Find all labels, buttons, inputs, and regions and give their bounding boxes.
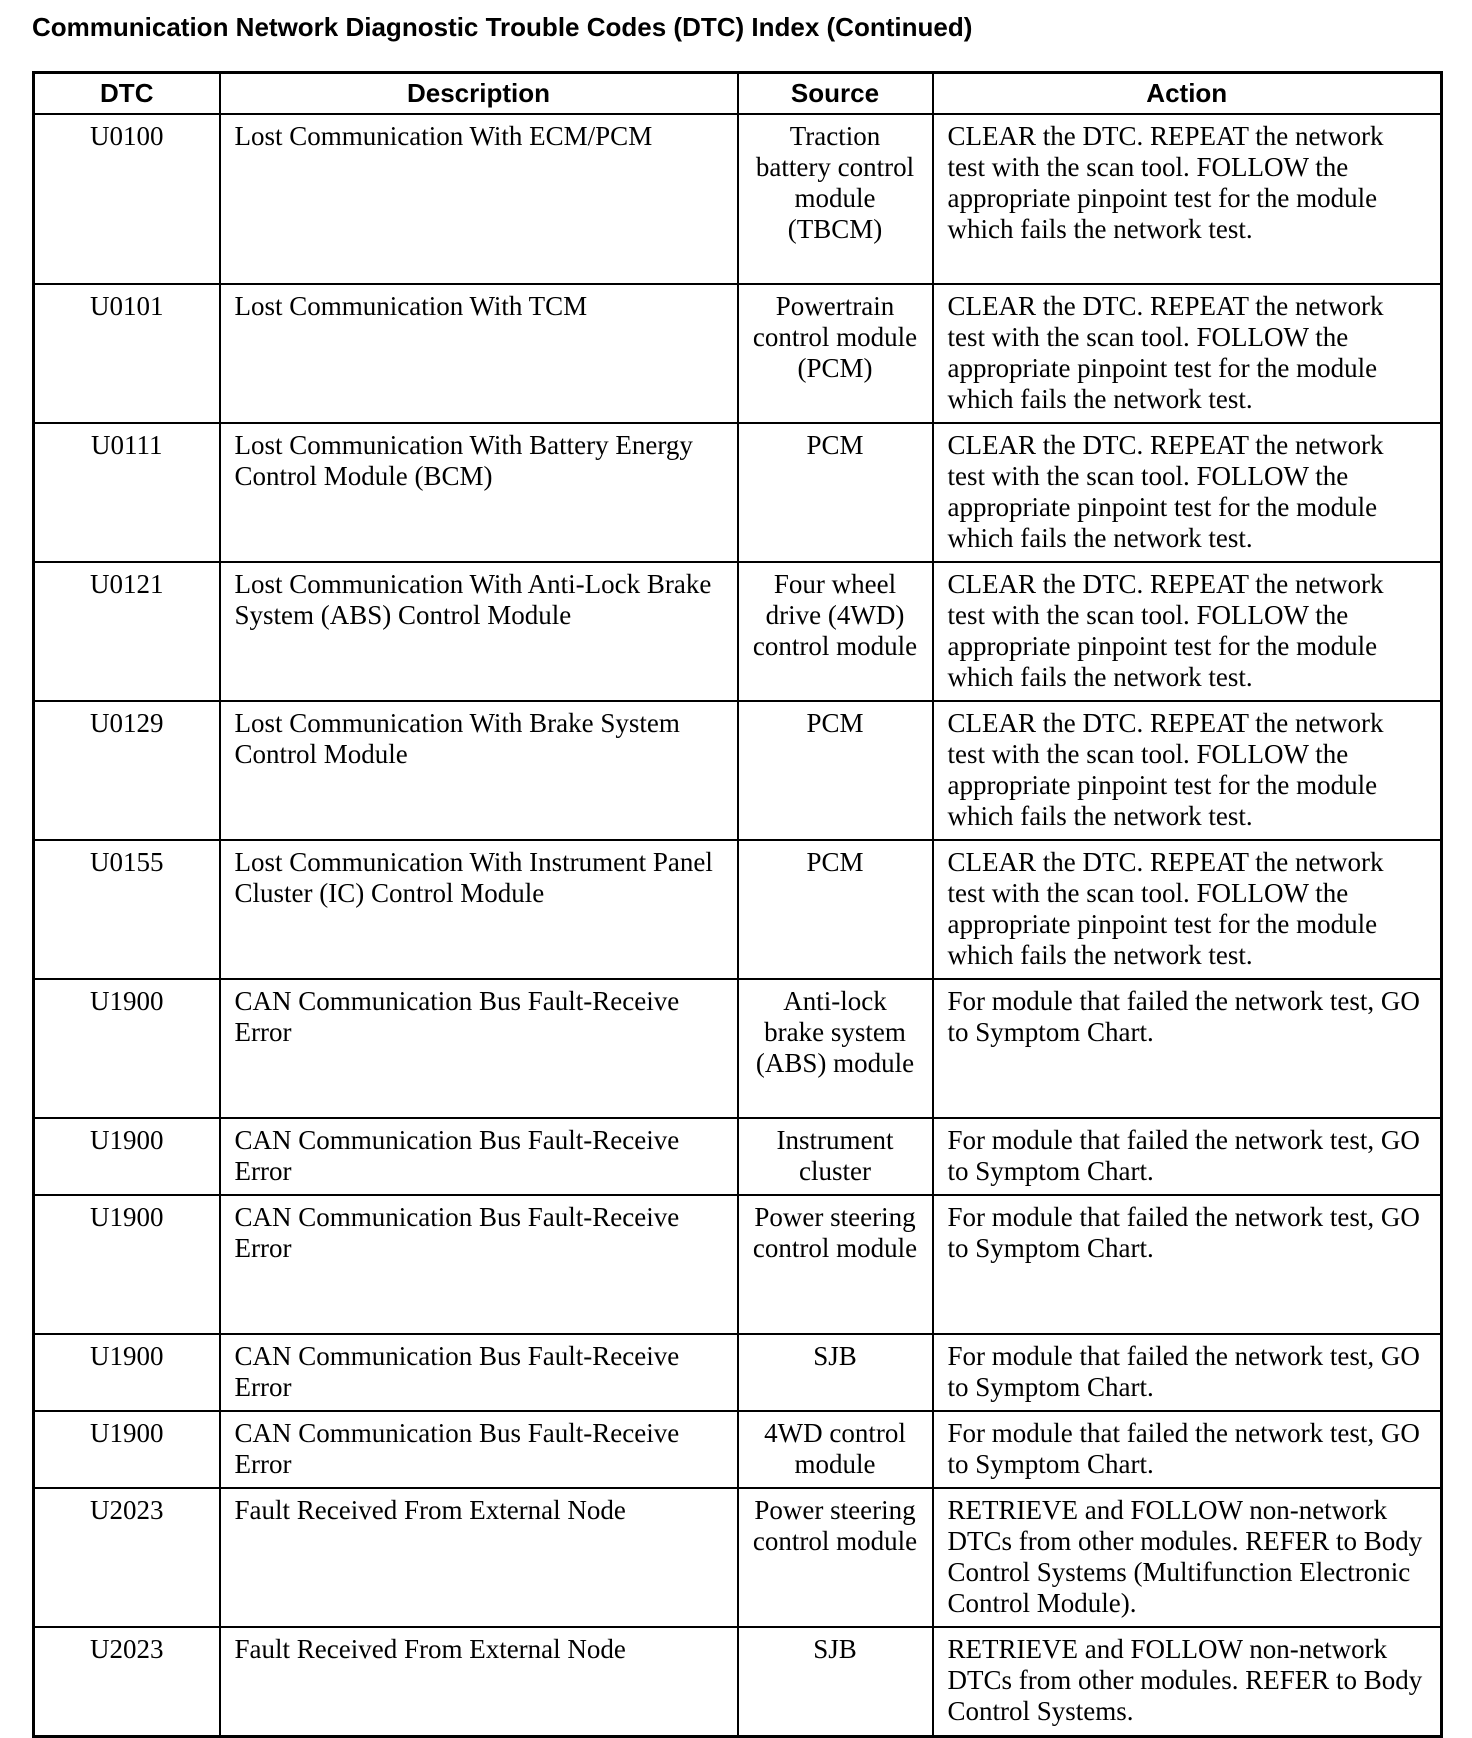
action-cell: CLEAR the DTC. REPEAT the network test with the scan tool. FOLLOW the appropriate pinpoint test for the module which fails the network test. [933, 562, 1442, 701]
action-cell: For module that failed the network test, GO to Symptom Chart. [933, 1411, 1442, 1488]
description-cell: Lost Communication With ECM/PCM [220, 114, 738, 284]
column-header-action: Action [933, 73, 1442, 115]
table-row [34, 1118, 1442, 1195]
description-cell: Fault Received From External Node [220, 1627, 738, 1737]
source-cell: Power steering control module [738, 1488, 933, 1627]
dtc-code-cell: U1900 [34, 979, 220, 1118]
table-row [34, 979, 1442, 1118]
dtc-code-cell: U0121 [34, 562, 220, 701]
source-cell: PCM [738, 840, 933, 979]
source-cell: PCM [738, 701, 933, 840]
dtc-code-cell: U0101 [34, 284, 220, 423]
action-cell: For module that failed the network test, GO to Symptom Chart. [933, 979, 1442, 1118]
action-cell: CLEAR the DTC. REPEAT the network test with the scan tool. FOLLOW the appropriate pinpoint test for the module which fails the network test. [933, 284, 1442, 423]
description-cell: Lost Communication With Instrument Panel Cluster (IC) Control Module [220, 840, 738, 979]
dtc-code-cell: U1900 [34, 1195, 220, 1334]
dtc-code-cell: U0155 [34, 840, 220, 979]
action-cell: CLEAR the DTC. REPEAT the network test with the scan tool. FOLLOW the appropriate pinpoint test for the module which fails the network test. [933, 114, 1442, 284]
action-cell: For module that failed the network test, GO to Symptom Chart. [933, 1118, 1442, 1195]
source-cell: Anti-lock brake system (ABS) module [738, 979, 933, 1118]
table-row [34, 1411, 1442, 1488]
dtc-code-cell: U0129 [34, 701, 220, 840]
table-row [34, 562, 1442, 701]
description-cell: CAN Communication Bus Fault-Receive Error [220, 1118, 738, 1195]
table-row [34, 840, 1442, 979]
column-header-description: Description [220, 73, 738, 115]
description-cell: Lost Communication With TCM [220, 284, 738, 423]
dtc-code-cell: U1900 [34, 1334, 220, 1411]
action-cell: For module that failed the network test, GO to Symptom Chart. [933, 1195, 1442, 1334]
table-row [34, 1334, 1442, 1411]
source-cell: PCM [738, 423, 933, 562]
description-cell: Lost Communication With Brake System Control Module [220, 701, 738, 840]
description-cell: Lost Communication With Battery Energy Control Module (BCM) [220, 423, 738, 562]
table-row [34, 284, 1442, 423]
source-cell: Traction battery control module (TBCM) [738, 114, 933, 284]
action-cell: CLEAR the DTC. REPEAT the network test with the scan tool. FOLLOW the appropriate pinpoint test for the module which fails the network test. [933, 423, 1442, 562]
action-cell: CLEAR the DTC. REPEAT the network test with the scan tool. FOLLOW the appropriate pinpoint test for the module which fails the network test. [933, 840, 1442, 979]
action-cell: RETRIEVE and FOLLOW non-network DTCs from other modules. REFER to Body Control Systems (Multifunction Electronic Control Module). [933, 1488, 1442, 1627]
page-title: Communication Network Diagnostic Trouble Codes (DTC) Index (Continued) [32, 12, 973, 42]
table-row [34, 423, 1442, 562]
table-row [34, 1627, 1442, 1737]
table-row [34, 114, 1442, 284]
dtc-code-cell: U2023 [34, 1488, 220, 1627]
source-cell: 4WD control module [738, 1411, 933, 1488]
table-row [34, 701, 1442, 840]
description-cell: CAN Communication Bus Fault-Receive Error [220, 1411, 738, 1488]
source-cell: Instrument cluster [738, 1118, 933, 1195]
dtc-code-cell: U0100 [34, 114, 220, 284]
table-row [34, 1195, 1442, 1334]
action-cell: CLEAR the DTC. REPEAT the network test with the scan tool. FOLLOW the appropriate pinpoint test for the module which fails the network test. [933, 701, 1442, 840]
description-cell: Lost Communication With Anti-Lock Brake System (ABS) Control Module [220, 562, 738, 701]
column-header-dtc: DTC [34, 73, 220, 115]
column-header-source: Source [738, 73, 933, 115]
source-cell: Powertrain control module (PCM) [738, 284, 933, 423]
description-cell: CAN Communication Bus Fault-Receive Error [220, 1334, 738, 1411]
source-cell: SJB [738, 1334, 933, 1411]
dtc-code-cell: U2023 [34, 1627, 220, 1737]
table-header-row [34, 73, 1442, 115]
source-cell: Power steering control module [738, 1195, 933, 1334]
source-cell: SJB [738, 1627, 933, 1737]
dtc-code-cell: U1900 [34, 1118, 220, 1195]
description-cell: Fault Received From External Node [220, 1488, 738, 1627]
description-cell: CAN Communication Bus Fault-Receive Error [220, 1195, 738, 1334]
dtc-code-cell: U1900 [34, 1411, 220, 1488]
action-cell: RETRIEVE and FOLLOW non-network DTCs from other modules. REFER to Body Control Systems. [933, 1627, 1442, 1737]
table-row [34, 1488, 1442, 1627]
description-cell: CAN Communication Bus Fault-Receive Error [220, 979, 738, 1118]
action-cell: For module that failed the network test, GO to Symptom Chart. [933, 1334, 1442, 1411]
source-cell: Four wheel drive (4WD) control module [738, 562, 933, 701]
dtc-index-table [32, 71, 1443, 1738]
dtc-code-cell: U0111 [34, 423, 220, 562]
